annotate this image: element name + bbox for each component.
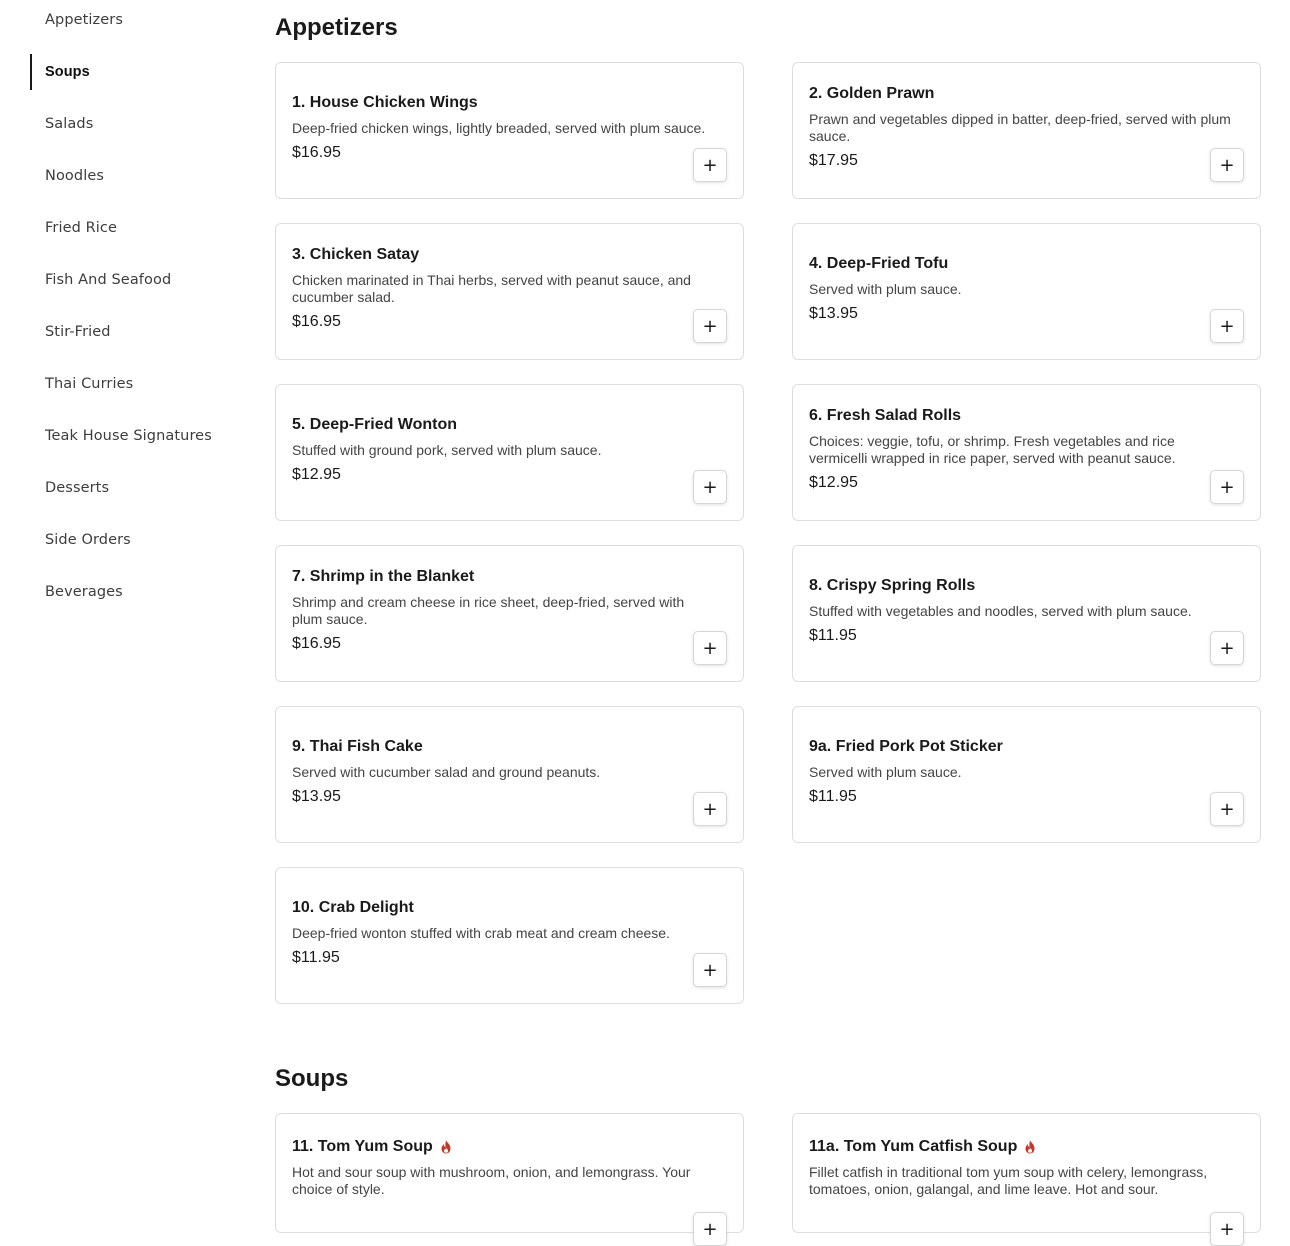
menu-item-name: 4. Deep-Fried Tofu: [809, 254, 949, 272]
add-to-cart-button[interactable]: +: [1210, 792, 1244, 826]
menu-item-name-row: [809, 1138, 1244, 1156]
sidebar-item-soups[interactable]: Soups: [30, 54, 230, 90]
menu-item-name: 1. House Chicken Wings: [292, 93, 478, 111]
menu-item-card[interactable]: [792, 1113, 1261, 1240]
section-title-soups: Soups: [275, 1065, 349, 1092]
sidebar-item-teak-house-signatures[interactable]: Teak House Signatures: [45, 428, 212, 444]
menu-item-description: Served with plum sauce.: [809, 763, 962, 780]
sidebar-item-side-orders[interactable]: Side Orders: [45, 532, 131, 548]
menu-item-description: Fillet catfish in traditional tom yum soup with celery, lemongrass, tomatoes, onion, galangal, and lime leave. Hot and sour.: [809, 1164, 1208, 1197]
add-to-cart-button[interactable]: +: [693, 309, 727, 343]
add-to-cart-button[interactable]: +: [1210, 1212, 1244, 1246]
menu-item-description: Hot and sour soup with mushroom, onion, and lemongrass. Your choice of style.: [292, 1164, 691, 1197]
menu-item-price: $16.95: [292, 635, 341, 652]
menu-item-name: 9. Thai Fish Cake: [292, 737, 423, 755]
sidebar-item-fried-rice[interactable]: Fried Rice: [45, 220, 118, 236]
menu-item-card[interactable]: [275, 706, 744, 843]
menu-item-name: 11. Tom Yum Soup: [292, 1138, 433, 1155]
menu-item-name: 7. Shrimp in the Blanket: [292, 568, 475, 585]
menu-item-card[interactable]: [275, 867, 744, 1004]
menu-item-price: $12.95: [292, 465, 341, 483]
menu-item-price: $13.95: [292, 787, 341, 805]
add-to-cart-button[interactable]: +: [693, 148, 727, 182]
sidebar-item-fish-and-seafood[interactable]: Fish And Seafood: [45, 272, 172, 288]
menu-item-name: 2. Golden Prawn: [809, 85, 935, 102]
menu-item-description: Chicken marinated in Thai herbs, served with peanut sauce, and cucumber salad.: [292, 272, 691, 305]
menu-item-price: $17.95: [809, 152, 858, 169]
sidebar-item-beverages[interactable]: Beverages: [45, 584, 123, 600]
add-to-cart-button[interactable]: +: [693, 470, 727, 504]
menu-item-name: 6. Fresh Salad Rolls: [809, 407, 962, 424]
sidebar-item-salads[interactable]: Salads: [45, 116, 94, 132]
menu-item-description: Choices: veggie, tofu, or shrimp. Fresh vegetables and rice vermicelli wrapped in rice paper, served with peanut sauce.: [809, 433, 1176, 466]
menu-item-price: $11.95: [809, 787, 857, 805]
sidebar-item-desserts[interactable]: Desserts: [45, 480, 110, 496]
menu-item-description: Served with cucumber salad and ground peanuts.: [292, 763, 601, 780]
menu-item-description: Deep-fried wonton stuffed with crab meat and cream cheese.: [292, 924, 670, 941]
menu-item-card[interactable]: [792, 223, 1261, 360]
menu-item-card[interactable]: [792, 62, 1261, 199]
spicy-flame-icon: [439, 1140, 453, 1154]
menu-item-card[interactable]: [792, 384, 1261, 521]
sidebar-item-thai-curries[interactable]: Thai Curries: [45, 376, 134, 392]
menu-item-card[interactable]: [275, 384, 744, 521]
menu-item-name: 8. Crispy Spring Rolls: [809, 576, 976, 594]
add-to-cart-button[interactable]: +: [693, 1212, 727, 1246]
menu-item-card[interactable]: [275, 62, 744, 199]
menu-item-name: 10. Crab Delight: [292, 898, 414, 916]
add-to-cart-button[interactable]: +: [693, 792, 727, 826]
add-to-cart-button[interactable]: +: [693, 631, 727, 665]
add-to-cart-button[interactable]: +: [693, 953, 727, 987]
menu-item-card[interactable]: [275, 545, 744, 682]
spicy-flame-icon: [1023, 1140, 1037, 1154]
menu-item-card[interactable]: [792, 545, 1261, 682]
menu-item-description: Stuffed with vegetables and noodles, served with plum sauce.: [809, 602, 1192, 619]
menu-item-price: $16.95: [292, 313, 341, 330]
menu-item-name: 11a. Tom Yum Catfish Soup: [809, 1138, 1018, 1155]
add-to-cart-button[interactable]: +: [1210, 148, 1244, 182]
menu-item-card[interactable]: [275, 223, 744, 360]
menu-item-price: $11.95: [809, 626, 857, 644]
add-to-cart-button[interactable]: +: [1210, 309, 1244, 343]
menu-item-description: Shrimp and cream cheese in rice sheet, deep-fried, served with plum sauce.: [292, 594, 685, 627]
menu-item-name: 5. Deep-Fried Wonton: [292, 415, 458, 433]
menu-item-price: $12.95: [809, 474, 858, 491]
menu-item-price: $11.95: [292, 948, 340, 966]
menu-item-card[interactable]: [792, 706, 1261, 843]
menu-item-description: Served with plum sauce.: [809, 280, 962, 297]
menu-item-name: 9a. Fried Pork Pot Sticker: [809, 737, 1003, 755]
sidebar-item-noodles[interactable]: Noodles: [45, 168, 104, 184]
menu-item-price: $16.95: [292, 143, 341, 161]
sidebar-item-appetizers[interactable]: Appetizers: [45, 12, 124, 28]
menu-item-name-row: [292, 1138, 727, 1156]
add-to-cart-button[interactable]: +: [1210, 631, 1244, 665]
menu-item-card[interactable]: [275, 1113, 744, 1240]
add-to-cart-button[interactable]: +: [1210, 470, 1244, 504]
menu-item-description: Prawn and vegetables dipped in batter, deep-fried, served with plum sauce.: [809, 111, 1231, 144]
sidebar-item-stir-fried[interactable]: Stir-Fried: [45, 324, 111, 340]
menu-item-price: $13.95: [809, 304, 858, 322]
menu-item-name: 3. Chicken Satay: [292, 246, 420, 263]
section-title-appetizers: Appetizers: [275, 14, 398, 41]
menu-item-description: Deep-fried chicken wings, lightly breaded, served with plum sauce.: [292, 119, 706, 136]
menu-item-description: Stuffed with ground pork, served with plum sauce.: [292, 441, 602, 458]
